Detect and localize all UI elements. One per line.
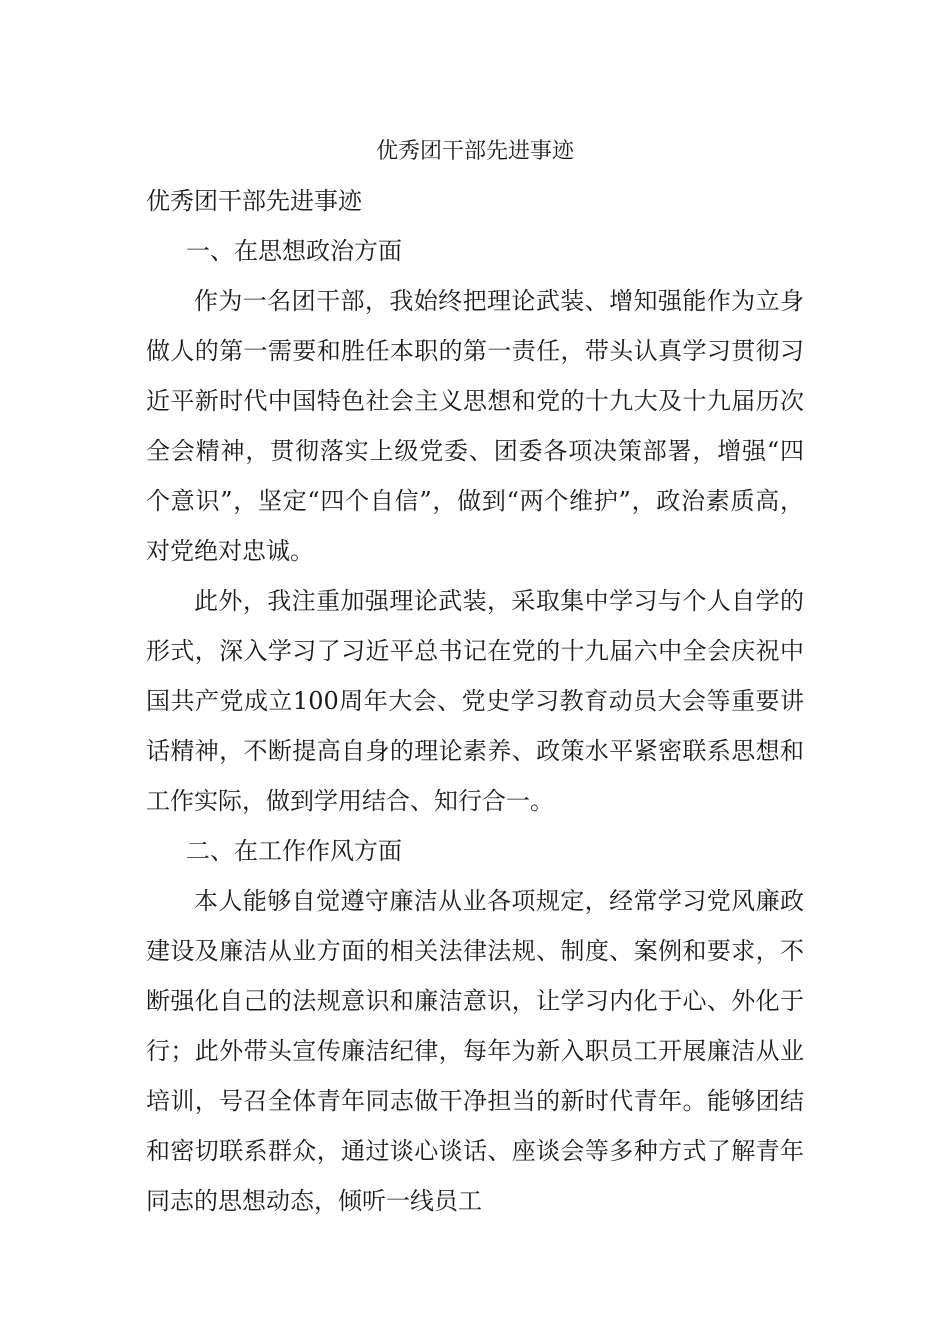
- document-title: 优秀团干部先进事迹: [375, 139, 574, 164]
- document-body: [146, 226, 804, 1226]
- paragraph-work-style-1: 本人能够自觉遵守廉洁从业各项规定，经常学习党风廉政建设及廉洁从业方面的相关法律法规、制度、案例和要求，不断强化自己的法规意识和廉洁意识，让学习内化于心、外化于行；此外带头宣传廉洁纪律，每年为新入职员工开展廉洁从业培训，号召全体青年同志做干净担当的新时代青年。能够团结和密切联系群众，通过谈心谈话、座谈会等多种方式了解青年同志的思想动态，倾听一线员工: [146, 887, 804, 1215]
- document-subtitle: 优秀团干部先进事迹: [146, 187, 362, 215]
- paragraph-political-1: 作为一名团干部，我始终把理论武装、增知强能作为立身做人的第一需要和胜任本职的第一责任，带头认真学习贯彻习近平新时代中国特色社会主义思想和党的十九大及十九届历次全会精神，贯彻落实上级党委、团委各项决策部署，增强“四个意识”，坚定“四个自信”，做到“两个维护”，政治素质高，对党绝对忠诚。: [146, 287, 804, 565]
- section-heading-work-style: 二、在工作作风方面: [186, 837, 402, 865]
- section-heading-political: 一、在思想政治方面: [186, 237, 402, 265]
- paragraph-political-2: 此外，我注重加强理论武装，采取集中学习与个人自学的形式，深入学习了习近平总书记在党的十九届六中全会庆祝中国共产党成立100周年大会、党史学习教育动员大会等重要讲话精神，不断提高自身的理论素养、政策水平紧密联系思想和工作实际，做到学用结合、知行合一。: [146, 587, 804, 815]
